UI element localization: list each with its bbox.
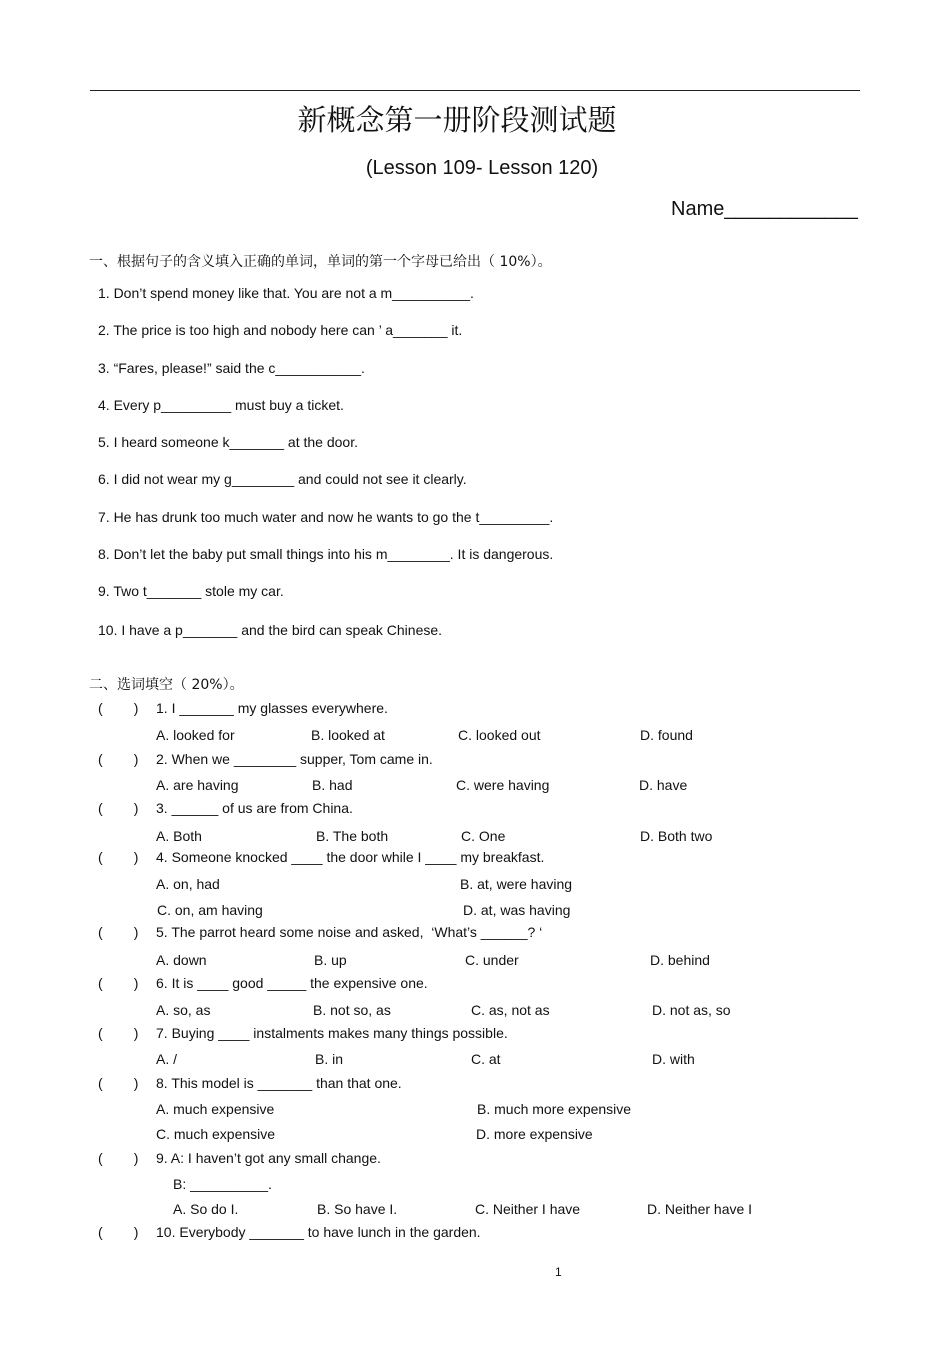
header-rule: [90, 90, 860, 91]
option-a: A. so, as: [156, 1002, 211, 1018]
option-c: C. under: [465, 952, 519, 968]
option-b: B. much more expensive: [477, 1101, 632, 1117]
answer-bracket: ( ): [98, 800, 139, 816]
choice-question-stem: 8. This model is _______ than that one.: [156, 1075, 402, 1091]
page-number: 1: [555, 1265, 562, 1279]
option-c: C. as, not as: [471, 1002, 550, 1018]
option-a: A. are having: [156, 777, 239, 793]
option-b: B. in: [315, 1051, 344, 1067]
option-d: D. found: [640, 727, 693, 743]
page-subtitle: (Lesson 109- Lesson 120): [365, 157, 599, 179]
fill-question: 7. He has drunk too much water and now he wants to go the t_________.: [98, 509, 554, 525]
option-b: B. not so, as: [313, 1002, 391, 1018]
section1-heading: 一、根据句子的含义填入正确的单词，单词的第一个字母已给出（ 10%）。: [89, 254, 552, 270]
option-b: B. looked at: [311, 727, 385, 743]
fill-question: 8. Don’t let the baby put small things into his m________. It is dangerous.: [98, 546, 554, 562]
option-d: D. with: [652, 1051, 695, 1067]
option-c: C. were having: [456, 777, 550, 793]
option-b: B. So have I.: [317, 1201, 398, 1217]
answer-bracket: ( ): [98, 1224, 139, 1240]
fill-question: 3. “Fares, please!” said the c___________.: [98, 360, 365, 376]
section2-heading: 二、选词填空（ 20%）。: [89, 677, 244, 693]
option-d: D. Both two: [640, 828, 713, 844]
option-c: C. much expensive: [156, 1126, 276, 1142]
option-a: A. So do I.: [173, 1201, 239, 1217]
choice-question-stem: 3. ______ of us are from China.: [156, 800, 353, 816]
option-a: A. on, had: [156, 876, 220, 892]
option-b: B. had: [312, 777, 353, 793]
answer-bracket: ( ): [98, 700, 139, 716]
option-a: A. looked for: [156, 727, 235, 743]
option-d: D. Neither have I: [647, 1201, 753, 1217]
option-c: C. One: [461, 828, 506, 844]
option-b: B. up: [314, 952, 347, 968]
option-c: C. looked out: [458, 727, 541, 743]
name-field: Name____________: [671, 198, 858, 220]
answer-bracket: ( ): [98, 751, 139, 767]
option-c: C. on, am having: [157, 902, 263, 918]
answer-bracket: ( ): [98, 1150, 139, 1166]
option-c: C. at: [471, 1051, 501, 1067]
choice-question-stem: 9. A: I haven’t got any small change.: [156, 1150, 381, 1166]
choice-question-stem: 5. The parrot heard some noise and asked, ‘What’s ______? ‘: [156, 924, 543, 940]
choice-question-stem: 2. When we ________ supper, Tom came in.: [156, 751, 433, 767]
fill-question: 2. The price is too high and nobody here can ’ a_______ it.: [98, 322, 463, 338]
option-a: A. /: [156, 1051, 178, 1067]
answer-bracket: ( ): [98, 1075, 139, 1091]
option-d: D. behind: [650, 952, 710, 968]
option-a: A. Both: [156, 828, 202, 844]
fill-question: 6. I did not wear my g________ and could not see it clearly.: [98, 471, 467, 487]
answer-bracket: ( ): [98, 1025, 139, 1041]
option-d: D. have: [639, 777, 688, 793]
fill-question: 1. Don’t spend money like that. You are not a m__________.: [98, 285, 474, 301]
answer-bracket: ( ): [98, 849, 139, 865]
option-d: D. at, was having: [463, 902, 571, 918]
fill-question: 9. Two t_______ stole my car.: [98, 583, 284, 599]
option-d: D. more expensive: [476, 1126, 593, 1142]
option-d: D. not as, so: [652, 1002, 731, 1018]
option-a: A. much expensive: [156, 1101, 275, 1117]
choice-question-stem: 1. I _______ my glasses everywhere.: [156, 700, 388, 716]
option-c: C. Neither I have: [475, 1201, 581, 1217]
option-b: B. The both: [316, 828, 389, 844]
choice-question-stem: 10. Everybody _______ to have lunch in the garden.: [156, 1224, 481, 1240]
page-title: 新概念第一册阶段测试题: [297, 103, 617, 137]
choice-question-stem: 7. Buying ____ instalments makes many things possible.: [156, 1025, 508, 1041]
choice-question-stem: 6. It is ____ good _____ the expensive one.: [156, 975, 428, 991]
option-a: A. down: [156, 952, 207, 968]
choice-question-stem: 4. Someone knocked ____ the door while I ____ my breakfast.: [156, 849, 545, 865]
fill-question: 5. I heard someone k_______ at the door.: [98, 434, 358, 450]
dialogue-answer-line: B: __________.: [173, 1176, 272, 1192]
fill-question: 10. I have a p_______ and the bird can speak Chinese.: [98, 622, 443, 638]
answer-bracket: ( ): [98, 975, 139, 991]
fill-question: 4. Every p_________ must buy a ticket.: [98, 397, 344, 413]
option-b: B. at, were having: [460, 876, 573, 892]
answer-bracket: ( ): [98, 924, 139, 940]
